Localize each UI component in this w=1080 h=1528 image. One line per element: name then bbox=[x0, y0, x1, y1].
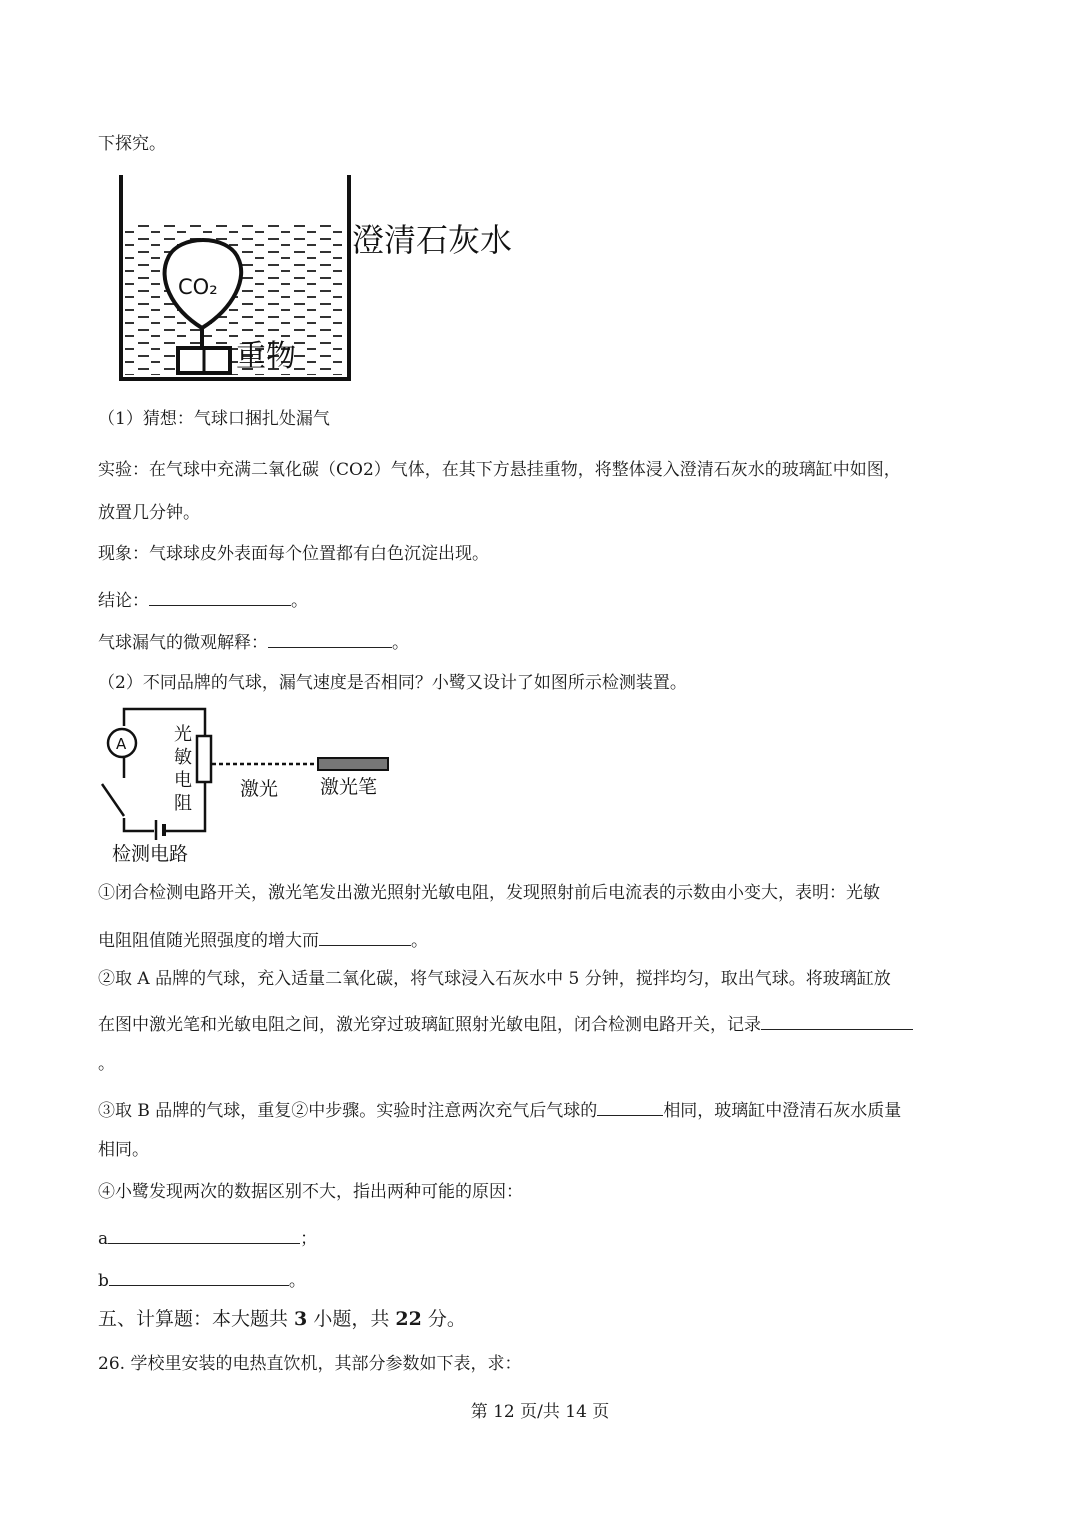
step2-line-2 bbox=[98, 1011, 913, 1036]
step2-line-3: 。 bbox=[98, 1054, 115, 1074]
question-count: 3 bbox=[294, 1308, 308, 1330]
phenomenon-line: 现象：气球球皮外表面每个位置都有白色沉淀出现。 bbox=[98, 544, 489, 564]
heading-text: 五、计算题：本大题共 bbox=[98, 1308, 295, 1330]
step2-line-1: ②取 A 品牌的气球，充入适量二氧化碳，将气球浸入石灰水中 5 分钟，搅拌均匀，取出气球。将玻璃缸放 bbox=[98, 969, 891, 989]
resistor-label-3: 电 bbox=[174, 770, 192, 791]
step3-blank[interactable] bbox=[597, 1097, 663, 1116]
step1-line-2 bbox=[98, 927, 428, 952]
resistor-label-4: 阻 bbox=[174, 793, 192, 814]
step3-line-1 bbox=[98, 1097, 901, 1122]
limewater-label: 澄清石灰水 bbox=[352, 221, 513, 259]
punct: 。 bbox=[411, 931, 428, 951]
reason-b-blank[interactable] bbox=[109, 1267, 289, 1286]
experiment-line-1: 实验：在气球中充满二氧化碳（CO2）气体，在其下方悬挂重物，将整体浸入澄清石灰水的玻璃缸中如图， bbox=[98, 460, 901, 480]
section5-heading bbox=[98, 1308, 466, 1330]
experiment-line-2: 放置几分钟。 bbox=[98, 503, 200, 523]
question-26: 26. 学校里安装的电热直饮机，其部分参数如下表，求： bbox=[98, 1354, 522, 1374]
conclusion-line bbox=[98, 587, 308, 612]
co2-label: CO₂ bbox=[178, 275, 218, 299]
weight-label: 重物 bbox=[236, 339, 296, 374]
part2-intro-line: （2）不同品牌的气球，漏气速度是否相同？小鹭又设计了如图所示检测装置。 bbox=[98, 673, 687, 693]
heading-text: 小题，共 bbox=[307, 1308, 396, 1330]
page-footer: 第 12 页/共 14 页 bbox=[470, 1402, 610, 1422]
step2-text: 在图中激光笔和光敏电阻之间，激光穿过玻璃缸照射光敏电阻，闭合检测电路开关，记录 bbox=[98, 1015, 761, 1035]
reason-a-blank[interactable] bbox=[108, 1225, 300, 1244]
detection-circuit-figure bbox=[100, 706, 400, 872]
step2-blank[interactable] bbox=[761, 1011, 913, 1030]
ammeter-label: A bbox=[116, 735, 127, 753]
step1-blank[interactable] bbox=[319, 927, 411, 946]
text-line: 下探究。 bbox=[98, 134, 166, 154]
laser-label: 激光 bbox=[240, 778, 279, 800]
guess-line: （1）猜想：气球口捆扎处漏气 bbox=[98, 409, 330, 429]
punct: 。 bbox=[392, 633, 409, 653]
heading-text: 分。 bbox=[421, 1308, 466, 1330]
step1-line-1: ①闭合检测电路开关，激光笔发出激光照射光敏电阻，发现照射前后电流表的示数由小变大，表明：光敏 bbox=[98, 883, 880, 903]
punct: 。 bbox=[288, 1271, 306, 1291]
laser-pen-label: 激光笔 bbox=[320, 776, 378, 798]
punct: 。 bbox=[291, 591, 308, 611]
punct: ； bbox=[300, 1229, 318, 1249]
reason-a-label: a bbox=[98, 1229, 109, 1249]
photoresistor-symbol bbox=[197, 736, 211, 782]
micro-blank[interactable] bbox=[268, 629, 392, 648]
step3-line-2: 相同。 bbox=[98, 1140, 149, 1160]
total-points: 22 bbox=[395, 1308, 422, 1330]
step3-text-2: 相同，玻璃缸中澄清石灰水质量 bbox=[663, 1101, 902, 1121]
micro-explanation-line bbox=[98, 629, 409, 654]
laser-pen bbox=[318, 758, 388, 770]
conclusion-label: 结论： bbox=[98, 591, 149, 611]
step1-text: 电阻阻值随光照强度的增大而 bbox=[98, 931, 319, 951]
reason-b-line bbox=[98, 1267, 306, 1292]
switch-symbol bbox=[102, 784, 124, 816]
reason-b-label: b bbox=[98, 1271, 109, 1291]
reason-a-line bbox=[98, 1225, 317, 1250]
circuit-label: 检测电路 bbox=[112, 843, 189, 865]
step4-line: ④小鹭发现两次的数据区别不大，指出两种可能的原因： bbox=[98, 1182, 523, 1202]
resistor-label-1: 光 bbox=[174, 724, 192, 745]
resistor-label-2: 敏 bbox=[174, 747, 192, 768]
limewater-beaker-figure bbox=[110, 170, 550, 388]
step3-text: ③取 B 品牌的气球，重复②中步骤。实验时注意两次充气后气球的 bbox=[98, 1101, 598, 1121]
conclusion-blank[interactable] bbox=[149, 587, 291, 606]
micro-label: 气球漏气的微观解释： bbox=[98, 633, 268, 653]
